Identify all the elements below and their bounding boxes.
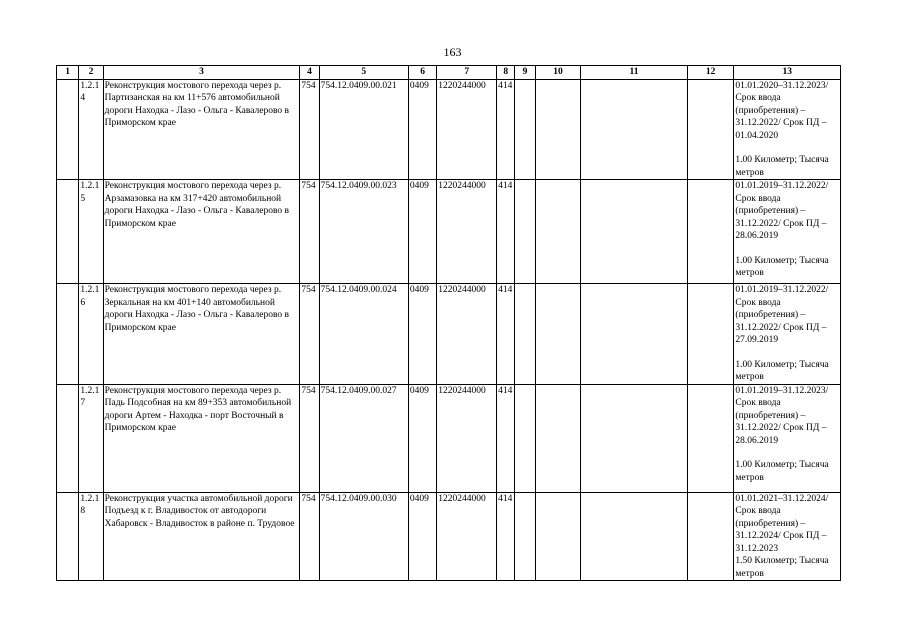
cell-c7: 1220244000 — [437, 79, 497, 180]
period-text: 01.01.2021–31.12.2024/ Срок ввода (приобретения) – 31.12.2024/ Срок ПД – 31.12.2023 — [735, 493, 829, 554]
column-header-5: 5 — [319, 66, 408, 80]
column-header-3: 3 — [103, 66, 300, 80]
column-header-6: 6 — [408, 66, 436, 80]
cell-c2: 1.2.1 5 — [79, 180, 103, 284]
capacity-text: 1.00 Километр; Тысяча метров — [735, 155, 829, 178]
capacity-text: 1.50 Километр; Тысяча метров — [735, 556, 829, 579]
cell-c8: 414 — [497, 79, 515, 180]
cell-c11 — [581, 492, 687, 581]
cell-c12 — [687, 79, 734, 180]
cell-c3: Реконструкция мостового перехода через р. Арзамазовка на км 317+420 автомобильной дороги Находка - Лазо - Ольга - Кавалерово в Приморском крае — [103, 180, 300, 284]
column-header-13: 13 — [734, 66, 841, 80]
cell-c1 — [57, 492, 79, 581]
period-text: 01.01.2020–31.12.2023/ Срок ввода (приобретения) – 31.12.2022/ Срок ПД – 01.04.2020 — [735, 80, 829, 141]
cell-c2: 1.2.1 8 — [79, 492, 103, 581]
capacity-text: 1.00 Километр; Тысяча метров — [735, 255, 829, 278]
cell-c8: 414 — [497, 180, 515, 284]
period-text: 01.01.2019–31.12.2022/ Срок ввода (приобретения) – 31.12.2022/ Срок ПД – 28.06.2019 — [735, 181, 829, 241]
cell-c9 — [515, 492, 535, 581]
cell-c11 — [581, 180, 687, 284]
cell-c5: 754.12.0409.00.023 — [319, 180, 408, 284]
cell-c13 — [734, 384, 841, 492]
cell-c1 — [57, 384, 79, 492]
cell-c11 — [581, 384, 687, 492]
cell-c9 — [515, 180, 535, 284]
cell-c6: 0409 — [408, 284, 436, 385]
table-row — [57, 384, 841, 492]
cell-c12 — [687, 284, 734, 385]
cell-c11 — [581, 284, 687, 385]
cell-c7: 1220244000 — [437, 492, 497, 581]
cell-c1 — [57, 79, 79, 180]
cell-c6: 0409 — [408, 79, 436, 180]
column-header-2: 2 — [79, 66, 103, 80]
cell-c5: 754.12.0409.00.021 — [319, 79, 408, 180]
cell-c7: 1220244000 — [437, 384, 497, 492]
cell-c3: Реконструкция мостового перехода через р. Партизанская на км 11+576 автомобильной дороги Находка - Лазо - Ольга - Кавалерово в Приморском крае — [103, 79, 300, 180]
cell-c5: 754.12.0409.00.027 — [319, 384, 408, 492]
period-text: 01.01.2019–31.12.2022/ Срок ввода (приобретения) – 31.12.2022/ Срок ПД – 27.09.2019 — [735, 285, 829, 345]
capacity-text: 1.00 Километр; Тысяча метров — [735, 460, 829, 483]
capacity-text: 1.00 Километр; Тысяча метров — [735, 359, 829, 382]
table-header-row — [57, 66, 841, 80]
cell-c1 — [57, 284, 79, 385]
cell-c7: 1220244000 — [437, 284, 497, 385]
column-header-12: 12 — [687, 66, 734, 80]
cell-c13 — [734, 180, 841, 284]
table-row — [57, 492, 841, 581]
column-header-7: 7 — [437, 66, 497, 80]
cell-c12 — [687, 384, 734, 492]
page-number: 163 — [443, 45, 462, 59]
cell-c9 — [515, 384, 535, 492]
cell-c10 — [535, 180, 581, 284]
cell-c3: Реконструкция участка автомобильной дороги Подъезд к г. Владивосток от автодороги Хабаровск - Владивосток в районе п. Трудовое — [103, 492, 300, 581]
cell-c7: 1220244000 — [437, 180, 497, 284]
cell-c8: 414 — [497, 492, 515, 581]
cell-c13 — [734, 492, 841, 581]
cell-c12 — [687, 180, 734, 284]
cell-c5: 754.12.0409.00.030 — [319, 492, 408, 581]
cell-c4: 754 — [300, 284, 319, 385]
cell-c6: 0409 — [408, 384, 436, 492]
cell-c4: 754 — [300, 79, 319, 180]
table-row — [57, 180, 841, 284]
cell-c2: 1.2.1 4 — [79, 79, 103, 180]
budget-table — [56, 65, 841, 581]
cell-c9 — [515, 284, 535, 385]
cell-c12 — [687, 492, 734, 581]
cell-c8: 414 — [497, 384, 515, 492]
cell-c11 — [581, 79, 687, 180]
cell-c13 — [734, 79, 841, 180]
cell-c10 — [535, 492, 581, 581]
table-row — [57, 79, 841, 180]
period-text: 01.01.2019–31.12.2023/ Срок ввода (приобретения) – 31.12.2022/ Срок ПД – 28.06.2019 — [735, 385, 829, 446]
cell-c5: 754.12.0409.00.024 — [319, 284, 408, 385]
cell-c4: 754 — [300, 492, 319, 581]
cell-c4: 754 — [300, 180, 319, 284]
cell-c3: Реконструкция мостового перехода через р. Падь Подсобная на км 89+353 автомобильной дороги Артем - Находка - порт Восточный в Приморском крае — [103, 384, 300, 492]
cell-c4: 754 — [300, 384, 319, 492]
cell-c3: Реконструкция мостового перехода через р. Зеркальная на км 401+140 автомобильной дороги Находка - Лазо - Ольга - Кавалерово в Приморском крае — [103, 284, 300, 385]
column-header-1: 1 — [57, 66, 79, 80]
column-header-10: 10 — [535, 66, 581, 80]
cell-c2: 1.2.1 6 — [79, 284, 103, 385]
column-header-9: 9 — [515, 66, 535, 80]
cell-c10 — [535, 384, 581, 492]
cell-c2: 1.2.1 7 — [79, 384, 103, 492]
column-header-11: 11 — [581, 66, 687, 80]
column-header-4: 4 — [300, 66, 319, 80]
cell-c6: 0409 — [408, 492, 436, 581]
cell-c8: 414 — [497, 284, 515, 385]
cell-c1 — [57, 180, 79, 284]
cell-c13 — [734, 284, 841, 385]
table-row — [57, 284, 841, 385]
cell-c6: 0409 — [408, 180, 436, 284]
cell-c10 — [535, 284, 581, 385]
column-header-8: 8 — [497, 66, 515, 80]
cell-c10 — [535, 79, 581, 180]
cell-c9 — [515, 79, 535, 180]
